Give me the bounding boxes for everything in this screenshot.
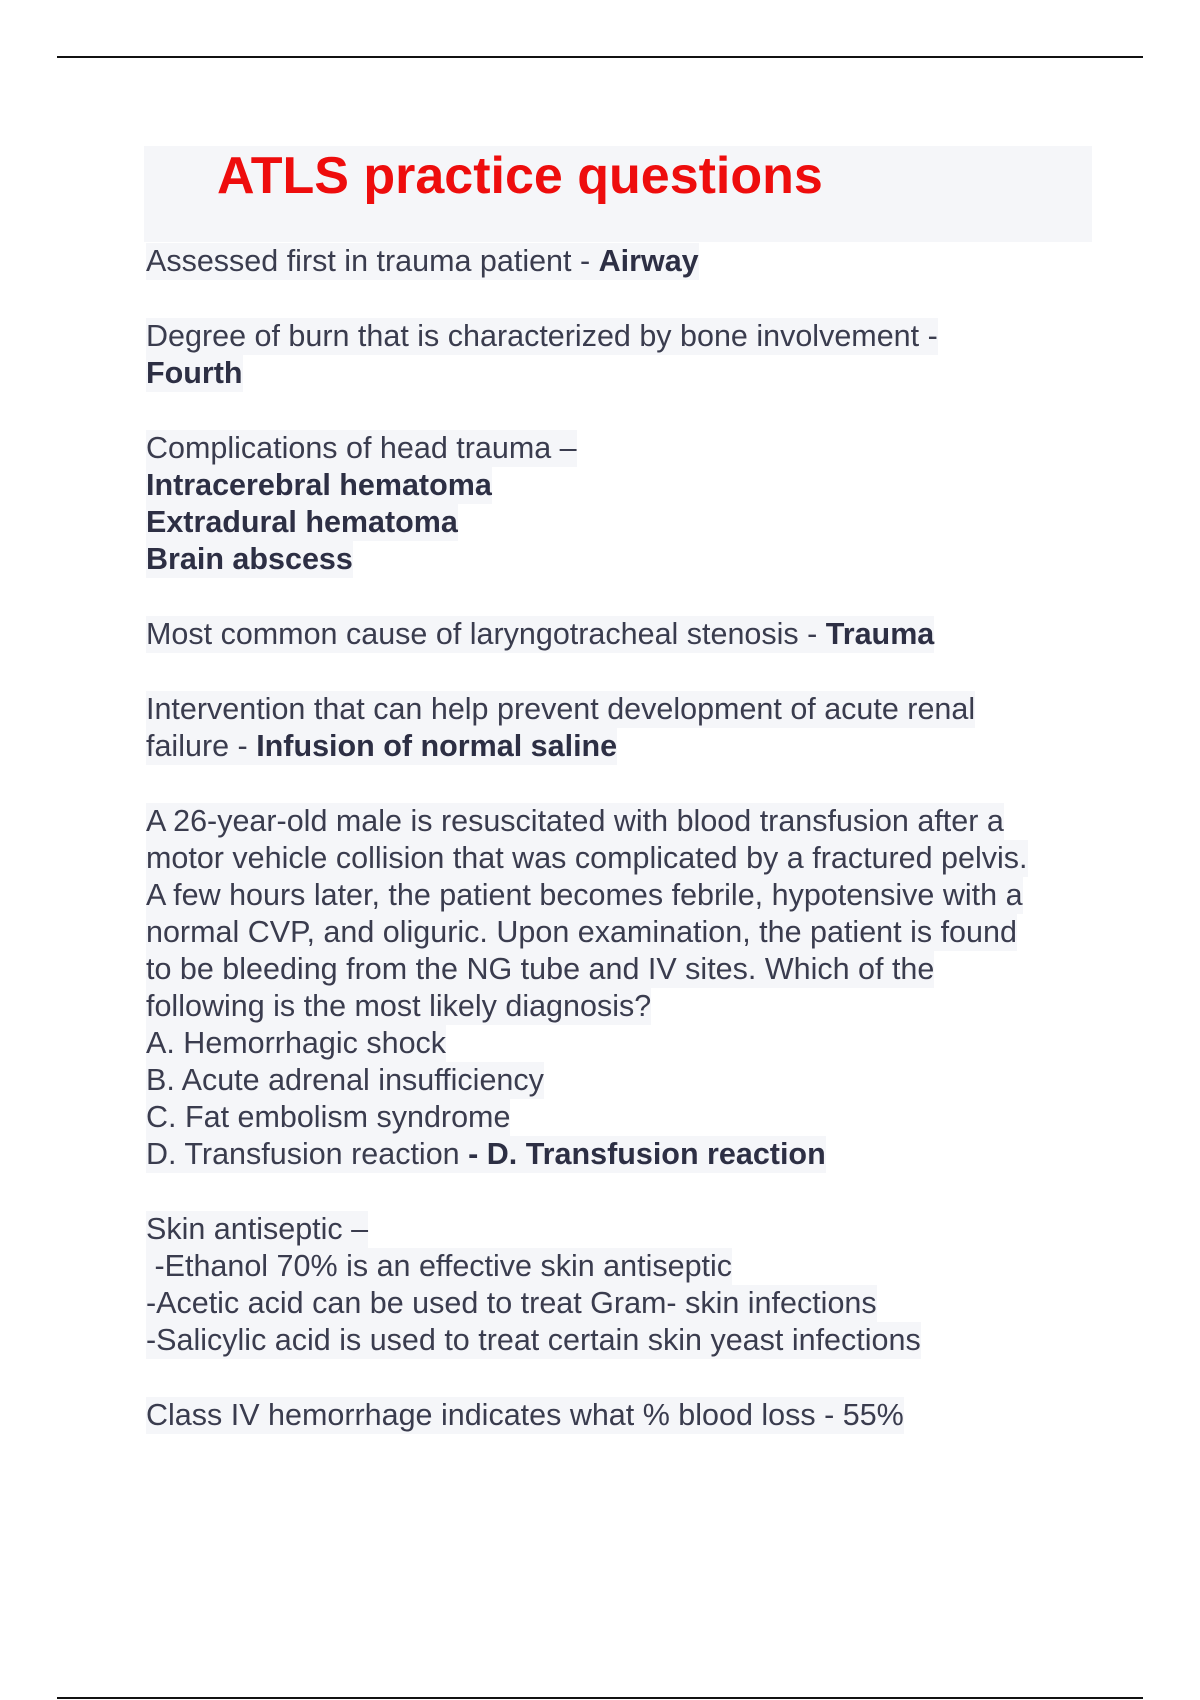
question-text: to be bleeding from the NG tube and IV sites. Which of the: [146, 952, 935, 986]
answer-text: Brain abscess: [146, 542, 353, 576]
option-c: [146, 1099, 510, 1136]
answer-text: Airway: [598, 244, 699, 278]
option-text: B. Acute adrenal insufficiency: [146, 1063, 544, 1097]
question-list: [146, 243, 1096, 1434]
question-line: [146, 877, 1023, 914]
question-text: Degree of burn that is characterized by bone involvement -: [146, 319, 938, 353]
question-text: Assessed first in trauma patient -: [146, 244, 599, 278]
qa-item: [146, 504, 458, 541]
question-text: Skin antiseptic –: [146, 1212, 369, 1246]
list-text: -Acetic acid can be used to treat Gram- skin infections: [146, 1286, 877, 1320]
qa-item: [146, 467, 492, 504]
qa-item: [146, 691, 975, 728]
qa-item: [146, 1397, 904, 1434]
top-rule: [57, 56, 1143, 58]
option-text: C. Fat embolism syndrome: [146, 1100, 511, 1134]
question-line: [146, 951, 934, 988]
answer-text: Intracerebral hematoma: [146, 468, 492, 502]
answer-text: Trauma: [825, 617, 935, 651]
answer-text: Infusion of normal saline: [256, 729, 618, 763]
list-item: [146, 1248, 732, 1285]
question-line: [146, 988, 651, 1025]
question-line: [146, 803, 1004, 840]
question-text: Class IV hemorrhage indicates what % blood loss - 55%: [146, 1398, 904, 1432]
question-text: Complications of head trauma –: [146, 431, 577, 465]
option-text: D. Transfusion reaction: [146, 1137, 469, 1171]
qa-item: [146, 616, 934, 653]
question-text: A 26-year-old male is resuscitated with blood transfusion after a: [146, 804, 1004, 838]
question-text: failure -: [146, 729, 257, 763]
qa-item: [146, 355, 243, 392]
question-text: A few hours later, the patient becomes febrile, hypotensive with a: [146, 878, 1023, 912]
list-text: -Ethanol 70% is an effective skin antiseptic: [146, 1249, 733, 1283]
question-line: [146, 914, 1017, 951]
qa-item: [146, 243, 699, 280]
list-item: [146, 1285, 877, 1322]
question-text: normal CVP, and oliguric. Upon examination, the patient is found: [146, 915, 1017, 949]
option-text: A. Hemorrhagic shock: [146, 1026, 447, 1060]
option-a: [146, 1025, 446, 1062]
question-text: Most common cause of laryngotracheal stenosis -: [146, 617, 826, 651]
option-d: [146, 1136, 826, 1173]
question-text: Intervention that can help prevent development of acute renal: [146, 692, 976, 726]
option-b: [146, 1062, 544, 1099]
qa-item: [146, 1211, 368, 1248]
answer-text: Fourth: [146, 356, 243, 390]
list-item: [146, 1322, 921, 1359]
qa-item: [146, 318, 938, 355]
question-text: motor vehicle collision that was complicated by a fractured pelvis.: [146, 841, 1028, 875]
qa-item: [146, 541, 353, 578]
qa-item: [146, 728, 617, 765]
bottom-rule: [57, 1697, 1143, 1699]
question-line: [146, 840, 1028, 877]
page-title: ATLS practice questions: [217, 147, 823, 205]
question-text: following is the most likely diagnosis?: [146, 989, 652, 1023]
list-text: -Salicylic acid is used to treat certain skin yeast infections: [146, 1323, 921, 1357]
qa-item: [146, 430, 577, 467]
answer-text: - D. Transfusion reaction: [468, 1137, 826, 1171]
answer-text: Extradural hematoma: [146, 505, 458, 539]
